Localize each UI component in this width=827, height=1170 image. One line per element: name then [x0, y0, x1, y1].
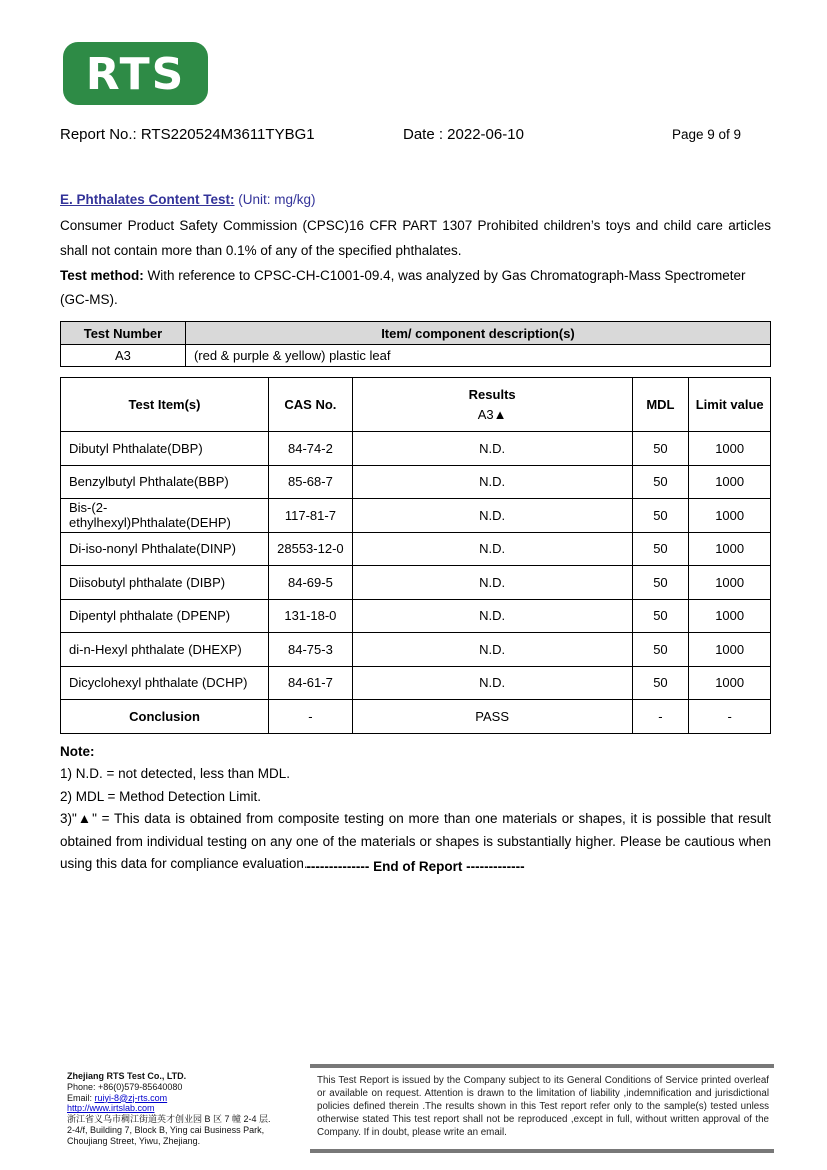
section-heading [60, 192, 771, 207]
page-indicator: Page 9 of 9 [672, 127, 742, 142]
cell-result: N.D. [352, 465, 632, 499]
table-row [61, 465, 771, 499]
results-table [60, 377, 771, 734]
cell-result: N.D. [352, 532, 632, 566]
intro-paragraph: Consumer Product Safety Commission (CPSC)16 CFR PART 1307 Prohibited children’s toys and child care articles shall not contain more than 0.1% of any of the specified phthalates. [60, 218, 771, 258]
footer-disclaimer-block [310, 1064, 774, 1153]
cell-cas-no: 84-74-2 [269, 432, 353, 466]
cell-test-item: Benzylbutyl Phthalate(BBP) [61, 465, 269, 499]
table-row [61, 432, 771, 466]
table-row [61, 566, 771, 600]
cell-mdl: 50 [632, 566, 689, 600]
sample-description-table [60, 321, 771, 367]
cell-cas-no: 84-69-5 [269, 566, 353, 600]
cell-mdl: 50 [632, 633, 689, 667]
report-content [60, 192, 771, 876]
cell-test-item: Diisobutyl phthalate (DIBP) [61, 566, 269, 600]
table-row [61, 499, 771, 533]
col-header-cas-no: CAS No. [269, 378, 353, 432]
cell-limit: 1000 [689, 633, 771, 667]
report-header-row [0, 126, 827, 146]
table-row [61, 666, 771, 700]
cell-conclusion-label: Conclusion [61, 700, 269, 734]
end-of-report: -------------- End of Report ------------- [306, 859, 525, 874]
footer-phone: Phone: +86(0)579-85640080 [67, 1081, 183, 1092]
col-header-test-item: Test Item(s) [61, 378, 269, 432]
cell-cas-no: 28553-12-0 [269, 532, 353, 566]
note-line-2: 2) MDL = Method Detection Limit. [60, 788, 261, 804]
cell-cas-no: 117-81-7 [269, 499, 353, 533]
cell-cas-no: 131-18-0 [269, 599, 353, 633]
notes-section [60, 741, 771, 876]
cell-cas-no: 84-61-7 [269, 666, 353, 700]
col-header-results [352, 378, 632, 432]
report-number: Report No.: RTS220524M3611TYBG1 [60, 126, 315, 143]
results-table-header-row [61, 378, 771, 432]
cell-conclusion-cas: - [269, 700, 353, 734]
cell-result: N.D. [352, 432, 632, 466]
note-line-1: 1) N.D. = not detected, less than MDL. [60, 766, 290, 781]
cell-test-number: A3 [61, 345, 186, 367]
cell-cas-no: 85-68-7 [269, 465, 353, 499]
test-method-label: Test method: [60, 268, 144, 283]
cell-result: N.D. [352, 666, 632, 700]
col-header-mdl: MDL [632, 378, 689, 432]
cell-result: N.D. [352, 599, 632, 633]
rts-logo-text: RTS [85, 48, 186, 100]
cell-test-item: Dibutyl Phthalate(DBP) [61, 432, 269, 466]
results-header-sample-id: A3▲ [477, 407, 507, 422]
cell-test-item: di-n-Hexyl phthalate (DHEXP) [61, 633, 269, 667]
cell-result: N.D. [352, 499, 632, 533]
sample-table-row [61, 345, 771, 367]
note-line-3: 3)"▲" = This data is obtained from composite testing on more than one materials or shapes, it is possible that result obtained from individual testing on any one of the materials or shapes is substantially higher. Please be cautious when using this data for compliance evaluation. [60, 811, 771, 871]
cell-mdl: 50 [632, 599, 689, 633]
footer-website-link[interactable]: http://www.irtslab.com [67, 1103, 155, 1114]
rts-logo [63, 42, 208, 105]
cell-test-item: Dipentyl phthalate (DPENP) [61, 599, 269, 633]
results-header-label: Results [468, 387, 516, 402]
cell-limit: 1000 [689, 532, 771, 566]
cell-result: N.D. [352, 566, 632, 600]
footer-address-cn: 浙江省义乌市稠江街道英才创业园 B 区 7 幢 2-4 层. [67, 1114, 271, 1125]
cell-mdl: 50 [632, 432, 689, 466]
notes-title: Note: [60, 743, 95, 759]
cell-mdl: 50 [632, 666, 689, 700]
cell-limit: 1000 [689, 432, 771, 466]
cell-limit: 1000 [689, 566, 771, 600]
section-title: E. Phthalates Content Test: [60, 192, 235, 207]
test-method-line [60, 264, 771, 312]
footer-email-link[interactable]: ruiyi-8@zj-rts.com [94, 1092, 168, 1103]
footer-company-block [67, 1071, 312, 1147]
cell-test-item: Di-iso-nonyl Phthalate(DINP) [61, 532, 269, 566]
table-row [61, 633, 771, 667]
cell-cas-no: 84-75-3 [269, 633, 353, 667]
sample-table-header-row [61, 322, 771, 345]
cell-mdl: 50 [632, 499, 689, 533]
cell-conclusion-result: PASS [352, 700, 632, 734]
col-header-limit-value: Limit value [689, 378, 771, 432]
cell-description: (red & purple & yellow) plastic leaf [185, 345, 770, 367]
cell-mdl: 50 [632, 532, 689, 566]
cell-limit: 1000 [689, 599, 771, 633]
footer-email-label: Email: [67, 1092, 95, 1103]
disclaimer-bottom-bar [310, 1149, 774, 1153]
footer-email-line [67, 1093, 312, 1104]
col-header-test-number: Test Number [61, 322, 186, 345]
cell-test-item: Bis-(2-ethylhexyl)Phthalate(DEHP) [61, 499, 269, 533]
table-row [61, 599, 771, 633]
footer-address-en-1: 2-4/f, Building 7, Block B, Ying cai Business Park, [67, 1124, 265, 1135]
conclusion-row [61, 700, 771, 734]
cell-limit: 1000 [689, 666, 771, 700]
cell-test-item: Dicyclohexyl phthalate (DCHP) [61, 666, 269, 700]
test-method-text: With reference to CPSC-CH-C1001-09.4, was analyzed by Gas Chromatograph-Mass Spectrometer (GC-MS). [60, 268, 746, 307]
col-header-description: Item/ component description(s) [185, 322, 770, 345]
cell-limit: 1000 [689, 465, 771, 499]
cell-result: N.D. [352, 633, 632, 667]
table-row [61, 532, 771, 566]
disclaimer-text: This Test Report is issued by the Company subject to its General Conditions of Service printed overleaf or available on request. Attention is drawn to the limitation of liability ,indemnification and jurisdictional policies defined therein .The results shown in this Test report refer only to the sample(s) tested unless otherwise stated This test report shall not be reproduced ,except in full, without written approval of the Company. If in doubt, please write an email. [317, 1075, 769, 1138]
cell-conclusion-limit: - [689, 700, 771, 734]
cell-conclusion-mdl: - [632, 700, 689, 734]
footer-address-en-2: Choujiang Street, Yiwu, Zhejiang. [67, 1135, 201, 1146]
section-unit-label: (Unit: mg/kg) [234, 192, 316, 207]
cell-mdl: 50 [632, 465, 689, 499]
cell-limit: 1000 [689, 499, 771, 533]
footer-company-name: Zhejiang RTS Test Co., LTD. [67, 1071, 187, 1081]
report-date: Date : 2022-06-10 [403, 126, 524, 143]
footer-website-line [67, 1103, 312, 1114]
